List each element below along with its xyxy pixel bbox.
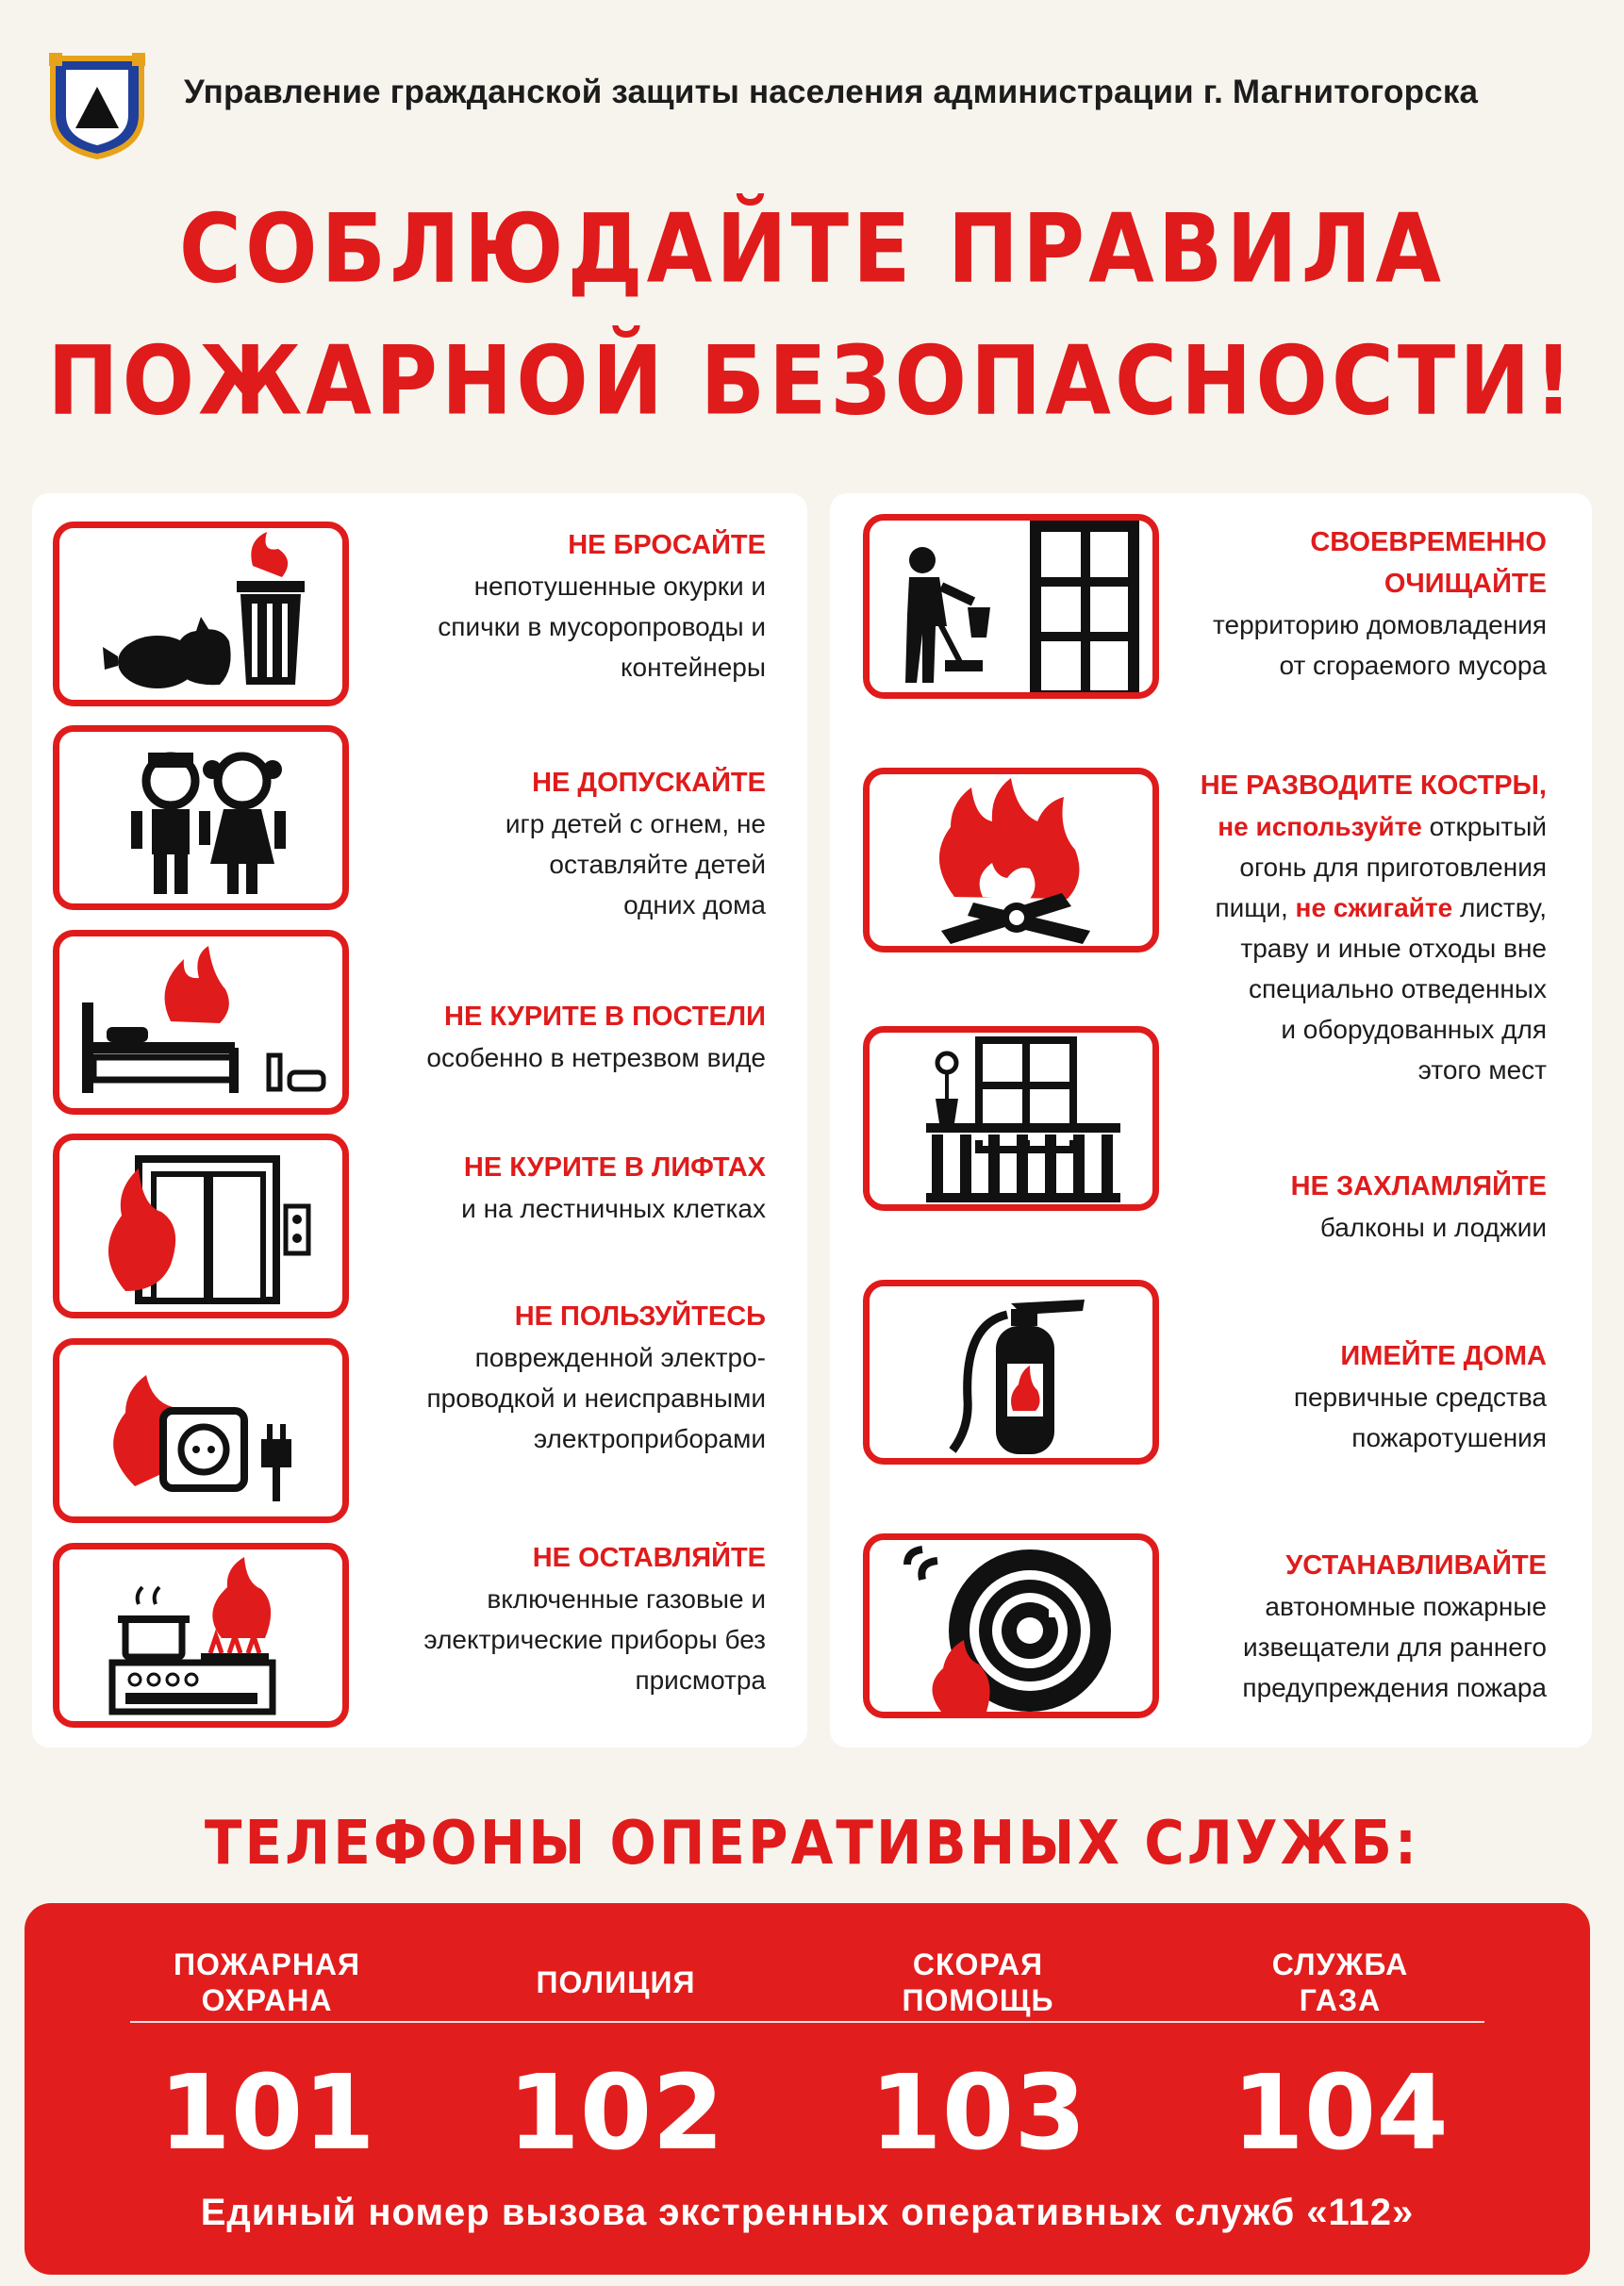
rule-line: и на лестничных клетках <box>461 1194 766 1223</box>
rule-line: огонь для приготовления <box>1239 853 1547 882</box>
page-title-line2: ПОЖАРНОЙ БЕЗОПАСНОСТИ! <box>47 325 1577 438</box>
service-label-line: ГАЗА <box>1299 1983 1382 2017</box>
rule-heading: НЕ ДОПУСКАЙТЕ <box>532 768 766 798</box>
bed-fire-icon <box>53 930 349 1115</box>
rule-line: игр детей с огнем, не <box>505 809 766 838</box>
service-fire-label <box>111 1946 423 2018</box>
rule-heading: ОЧИЩАЙТЕ <box>1384 569 1547 599</box>
rule-no-faulty-wiring <box>332 1296 766 1459</box>
rule-line: оставляйте детей <box>549 850 766 879</box>
rule-line: спички в мусоропроводы и <box>438 612 766 641</box>
rule-heading: ИМЕЙТЕ ДОМА <box>1340 1341 1547 1371</box>
rule-heading: НЕ КУРИТЕ В ПОСТЕЛИ <box>444 1002 766 1032</box>
service-police-label <box>460 1964 771 2000</box>
rule-heading: НЕ РАЗВОДИТЕ КОСТРЫ, <box>1200 770 1547 801</box>
rule-line: и оборудованных для <box>1281 1015 1547 1044</box>
city-emblem-icon <box>45 49 149 160</box>
rule-heading: НЕ ЗАХЛАМЛЯЙТЕ <box>1290 1171 1547 1201</box>
organization-name: Управление гражданской защиты населения администрации г. Магнитогорска <box>184 74 1479 110</box>
rule-line: специально отведенных <box>1249 974 1547 1003</box>
rule-text: пищи, <box>1215 893 1296 922</box>
rule-no-throwing <box>332 524 766 687</box>
rule-heading: НЕ КУРИТЕ В ЛИФТАХ <box>463 1152 766 1183</box>
service-label-line: СКОРАЯ <box>912 1947 1044 1981</box>
fire-extinguisher-icon <box>863 1280 1159 1465</box>
rule-emphasis: не используйте <box>1218 812 1422 841</box>
phone-police[interactable]: 102 <box>507 2052 724 2173</box>
rule-line: траву и иные отходы вне <box>1240 934 1547 963</box>
rule-have-extinguisher <box>1141 1335 1547 1458</box>
service-label-line: СЛУЖБА <box>1271 1947 1409 1981</box>
rule-line: извещатели для раннего <box>1243 1632 1547 1662</box>
phone-fire[interactable]: 101 <box>158 2052 375 2173</box>
rule-clear-debris <box>1141 522 1547 686</box>
campfire-icon <box>863 768 1159 952</box>
smoke-detector-icon <box>863 1533 1159 1718</box>
rule-line: балконы и лоджии <box>1319 1213 1547 1242</box>
rule-heading: НЕ ПОЛЬЗУЙТЕСЬ <box>514 1301 766 1332</box>
rule-heading: СВОЕВРЕМЕННО <box>1310 527 1547 557</box>
rule-line: электроприборами <box>533 1424 766 1453</box>
rule-no-smoking-elevator <box>332 1147 766 1229</box>
rule-no-bonfires <box>1141 765 1547 1090</box>
page-title-line1: СОБЛЮДАЙТЕ ПРАВИЛА <box>178 193 1446 306</box>
emergency-phones-box <box>25 1903 1590 2275</box>
rule-line: особенно в нетрезвом виде <box>426 1043 766 1072</box>
rule-no-smoking-bed <box>332 996 766 1078</box>
elevator-fire-icon <box>53 1134 349 1318</box>
rule-no-unattended <box>332 1537 766 1700</box>
rule-line: пожаротушения <box>1351 1423 1547 1452</box>
service-gas-label <box>1185 1946 1496 2018</box>
rule-line: присмотра <box>635 1665 766 1695</box>
rule-line: одних дома <box>623 890 766 919</box>
rule-emphasis: не сжигайте <box>1295 893 1453 922</box>
rule-no-kids-fire <box>332 762 766 925</box>
socket-fire-icon <box>53 1338 349 1523</box>
rule-heading: НЕ БРОСАЙТЕ <box>568 530 766 560</box>
rule-no-clutter-balcony <box>1141 1166 1547 1248</box>
children-icon <box>53 725 349 910</box>
rule-heading: НЕ ОСТАВЛЯЙТЕ <box>532 1543 766 1573</box>
rule-line: непотушенные окурки и <box>473 572 766 601</box>
rule-line: от сгораемого мусора <box>1279 651 1547 680</box>
trash-fire-icon <box>53 522 349 706</box>
rule-heading: УСТАНАВЛИВАЙТЕ <box>1285 1550 1547 1581</box>
rule-text: открытый <box>1421 812 1547 841</box>
service-label-line: ПОЖАРНАЯ <box>173 1947 361 1981</box>
rule-line: электрические приборы без <box>423 1625 766 1654</box>
service-label-line: ОХРАНА <box>201 1983 333 2017</box>
stove-fire-icon <box>53 1543 349 1728</box>
service-label-line: ПОМОЩЬ <box>902 1983 1054 2017</box>
rule-line: контейнеры <box>620 653 766 682</box>
rule-line: территорию домовладения <box>1213 610 1547 639</box>
rule-line: первичные средства <box>1293 1383 1547 1412</box>
rule-line: этого мест <box>1417 1055 1547 1085</box>
unified-emergency-number: Единый номер вызова экстренных оперативных служб «112» <box>200 2192 1415 2233</box>
phone-ambulance[interactable]: 103 <box>870 2052 1086 2173</box>
service-label-line: ПОЛИЦИЯ <box>536 1965 696 1999</box>
rule-line: предупреждения пожара <box>1242 1673 1547 1702</box>
phone-gas[interactable]: 104 <box>1232 2052 1449 2173</box>
rule-text: листву, <box>1452 893 1547 922</box>
rule-line: поврежденной электро- <box>474 1343 766 1372</box>
rule-line: включенные газовые и <box>487 1584 766 1614</box>
rule-install-detectors <box>1141 1545 1547 1708</box>
rule-line <box>1141 806 1547 847</box>
phones-divider <box>130 2021 1484 2023</box>
phones-title: ТЕЛЕФОНЫ ОПЕРАТИВНЫХ СЛУЖБ: <box>204 1807 1420 1879</box>
rule-line: автономные пожарные <box>1265 1592 1547 1621</box>
cleaning-icon <box>863 514 1159 699</box>
rule-line: проводкой и неисправными <box>426 1383 766 1413</box>
balcony-icon <box>863 1026 1159 1211</box>
service-ambulance-label <box>822 1946 1134 2018</box>
rule-line <box>1141 887 1547 928</box>
